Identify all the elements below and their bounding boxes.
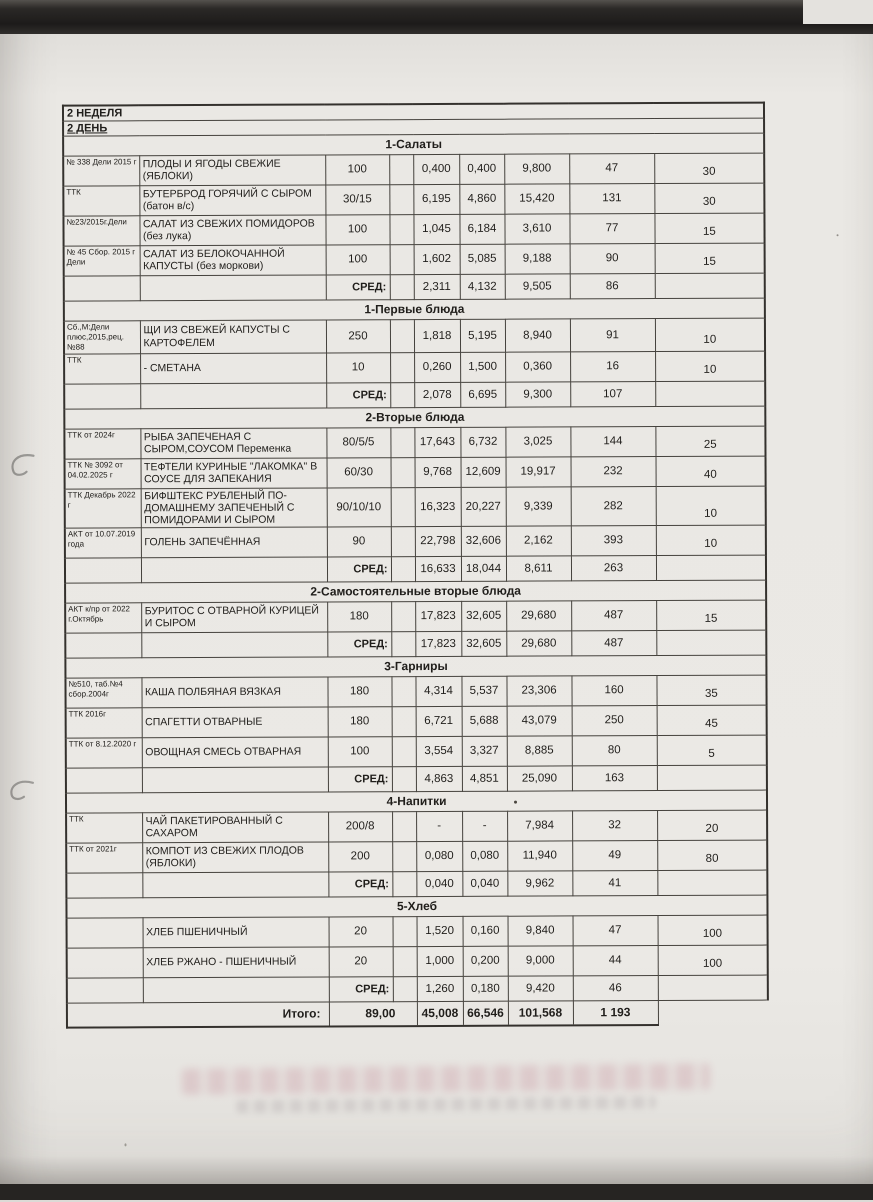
kcal-cell: 47 (573, 915, 658, 945)
fat-cell: 20,227 (461, 487, 506, 526)
avg-label-cell: СРЕД: (328, 766, 392, 791)
table-row (64, 351, 765, 384)
source-ref-cell: ТТК (66, 812, 142, 842)
table-row (65, 555, 766, 583)
empty-cell (392, 766, 416, 791)
empty-cell (390, 427, 414, 457)
table-row (65, 675, 766, 708)
menu-table (62, 102, 769, 1029)
yield-cell: 80 (657, 840, 767, 870)
table-row (65, 525, 766, 558)
empty-cell (655, 381, 765, 406)
avg-label-cell: СРЕД: (326, 382, 390, 407)
carbs-cell: 29,680 (506, 601, 571, 631)
empty-cell (389, 154, 413, 184)
fat-cell: 12,609 (461, 457, 506, 487)
carbs-cell: 9,840 (508, 916, 573, 946)
source-ref-cell: ТТК от 8.12.2020 г (66, 737, 142, 767)
portion-cell: 100 (326, 244, 390, 274)
carbs-cell: 43,079 (507, 706, 572, 736)
protein-cell: 17,823 (415, 601, 461, 631)
fat-cell: 1,500 (460, 352, 505, 382)
empty-cell (392, 706, 416, 736)
yield-cell: 15 (654, 213, 764, 243)
avg-carbs-cell: 29,680 (506, 631, 571, 656)
avg-label-cell: СРЕД: (329, 976, 393, 1001)
empty-cell (390, 274, 414, 299)
table-row (66, 735, 767, 768)
carbs-cell: 9,339 (506, 486, 571, 525)
empty-cell (393, 916, 417, 946)
kcal-cell: 49 (572, 840, 657, 870)
empty-cell (391, 676, 415, 706)
carbs-cell: 9,188 (505, 243, 570, 273)
table-row (63, 183, 764, 216)
protein-cell: 4,314 (415, 676, 461, 706)
source-ref-cell: № 45 Сбор. 2015 г Дели (64, 245, 140, 275)
empty-cell (392, 871, 416, 896)
table-row (63, 213, 764, 246)
empty-cell (658, 1000, 768, 1025)
protein-cell: 22,798 (415, 526, 461, 556)
fat-cell: 5,688 (462, 706, 507, 736)
table-row (65, 630, 766, 658)
total-carbs-cell: 101,568 (508, 1001, 573, 1026)
source-ref-cell: АКТ от 10.07.2019 года (65, 527, 141, 557)
empty-cell (657, 765, 767, 790)
empty-cell (67, 977, 143, 1002)
protein-cell: 0,080 (416, 841, 462, 871)
kcal-cell: 16 (570, 351, 655, 381)
source-ref-cell: ТТК Декабрь 2022 г (65, 488, 141, 528)
empty-cell (657, 870, 767, 895)
empty-cell (64, 275, 140, 300)
source-ref-cell: ТТК № 3092 от 04.02.2025 г (65, 458, 141, 488)
portion-cell: 30/15 (325, 184, 389, 214)
source-ref-cell: № 338 Дели 2015 г (63, 155, 139, 185)
table-row (64, 381, 765, 409)
carbs-cell: 8,940 (505, 318, 570, 351)
empty-cell (390, 244, 414, 274)
portion-cell: 250 (326, 319, 390, 352)
fat-cell: 0,080 (462, 841, 507, 871)
empty-cell (658, 975, 768, 1000)
fat-cell: 6,184 (459, 214, 504, 244)
kcal-cell: 393 (571, 525, 656, 555)
empty-cell (655, 273, 765, 298)
dish-name-cell: КОМПОТ ИЗ СВЕЖИХ ПЛОДОВ (ЯБЛОКИ) (142, 842, 328, 873)
empty-cell (143, 977, 329, 1003)
avg-protein-cell: 16,633 (415, 556, 461, 581)
protein-cell: 1,818 (414, 319, 460, 352)
avg-kcal-cell: 46 (573, 975, 658, 1000)
empty-cell (141, 632, 327, 658)
yield-cell: 20 (657, 810, 767, 840)
yield-cell: 30 (654, 183, 764, 213)
section-title: 1-Салаты (63, 133, 764, 156)
total-protein-cell: 45,008 (417, 1001, 463, 1026)
fat-cell: 5,085 (460, 244, 505, 274)
empty-cell (392, 841, 416, 871)
protein-cell: 6,721 (416, 706, 462, 736)
protein-cell: 9,768 (415, 457, 461, 487)
source-ref-cell: ТТК (64, 353, 140, 383)
portion-cell: 100 (325, 154, 389, 184)
pen-mark-icon (7, 452, 37, 478)
table-row (66, 840, 767, 873)
table-row (66, 705, 767, 738)
protein-cell: - (416, 811, 462, 841)
fat-cell: 4,860 (459, 184, 504, 214)
empty-cell (389, 184, 413, 214)
kcal-cell: 487 (571, 600, 656, 630)
dish-name-cell: ПЛОДЫ И ЯГОДЫ СВЕЖИЕ (ЯБЛОКИ) (139, 154, 325, 185)
fat-cell: 32,605 (461, 601, 506, 631)
protein-cell: 0,400 (413, 154, 459, 184)
avg-label-cell: СРЕД: (327, 556, 391, 581)
section-title: 2-Вторые блюда (64, 406, 765, 429)
avg-protein-cell: 4,863 (416, 766, 462, 791)
portion-cell: 60/30 (327, 457, 391, 487)
source-ref-cell: ТТК от 2021г (66, 842, 142, 872)
fat-cell: 0,200 (463, 946, 508, 976)
avg-carbs-cell: 9,962 (507, 871, 572, 896)
kcal-cell: 32 (572, 810, 657, 840)
avg-fat-cell: 18,044 (461, 556, 506, 581)
section-title: 4-Напитки (66, 790, 767, 813)
empty-cell (391, 457, 415, 487)
table-row (67, 915, 768, 948)
empty-cell (66, 767, 142, 792)
section-title: 1-Первые блюда (64, 298, 765, 321)
total-kcal-cell: 1 193 (573, 1000, 658, 1025)
section-title: 3-Гарниры (65, 655, 766, 678)
total-label-cell: Итого: (67, 1002, 329, 1028)
dish-name-cell: ТЕФТЕЛИ КУРИНЫЕ "ЛАКОМКА" В СОУСЕ ДЛЯ ЗАПЕКАНИЯ (141, 457, 327, 488)
fat-cell: 0,400 (459, 154, 504, 184)
table-row (67, 945, 768, 978)
carbs-cell: 3,610 (504, 213, 569, 243)
avg-carbs-cell: 25,090 (507, 766, 572, 791)
protein-cell: 1,602 (414, 244, 460, 274)
avg-fat-cell: 4,851 (462, 766, 507, 791)
yield-cell: 30 (654, 153, 764, 183)
scanner-edge-top (0, 0, 873, 34)
avg-protein-cell: 1,260 (417, 976, 463, 1001)
dish-name-cell: СПАГЕТТИ ОТВАРНЫЕ (142, 707, 328, 738)
table-row (64, 426, 765, 459)
kcal-cell: 77 (569, 213, 654, 243)
empty-cell (64, 383, 140, 408)
scan-speck (124, 1143, 126, 1146)
protein-cell: 17,643 (414, 427, 460, 457)
empty-cell (66, 872, 142, 897)
dish-name-cell: САЛАТ ИЗ СВЕЖИХ ПОМИДОРОВ (без лука) (139, 214, 325, 245)
fat-cell: 6,732 (460, 427, 505, 457)
table-row (67, 975, 768, 1003)
dish-name-cell: ГОЛЕНЬ ЗАПЕЧЁННАЯ (141, 527, 327, 558)
avg-fat-cell: 0,180 (463, 976, 508, 1001)
kcal-cell: 282 (571, 486, 656, 526)
protein-cell: 16,323 (415, 487, 461, 526)
kcal-cell: 91 (570, 318, 655, 351)
fat-cell: 32,606 (461, 526, 506, 556)
dish-name-cell: ХЛЕБ РЖАНО - ПШЕНИЧНЫЙ (143, 947, 329, 978)
carbs-cell: 9,000 (508, 946, 573, 976)
kcal-cell: 80 (572, 735, 657, 765)
table-row (64, 273, 765, 301)
fat-cell: 3,327 (462, 736, 507, 766)
empty-cell (393, 946, 417, 976)
kcal-cell: 44 (573, 945, 658, 975)
portion-cell: 180 (327, 601, 391, 631)
yield-cell: 10 (655, 351, 765, 381)
empty-cell (142, 767, 328, 793)
scanner-corner-notch (803, 0, 873, 24)
day-label: 2 ДЕНЬ (63, 118, 764, 136)
portion-cell: 100 (328, 736, 392, 766)
portion-cell: 180 (328, 706, 392, 736)
table-row (66, 870, 767, 898)
empty-cell (391, 487, 415, 526)
week-label: 2 НЕДЕЛЯ (63, 103, 764, 121)
yield-cell: 35 (656, 675, 766, 705)
avg-carbs-cell: 9,420 (508, 976, 573, 1001)
protein-cell: 1,520 (417, 916, 463, 946)
scan-speck (514, 801, 517, 804)
protein-cell: 1,045 (413, 214, 459, 244)
empty-cell (391, 556, 415, 581)
carbs-cell: 19,917 (506, 456, 571, 486)
empty-cell (65, 632, 141, 657)
fat-cell: 5,537 (461, 676, 506, 706)
source-ref-cell: ТТК 2016г (66, 707, 142, 737)
kcal-cell: 47 (569, 153, 654, 183)
table-row (64, 243, 765, 276)
empty-cell (141, 557, 327, 583)
empty-cell (65, 557, 141, 582)
avg-protein-cell: 2,078 (414, 382, 460, 407)
yield-cell: 10 (656, 486, 766, 526)
yield-cell: 15 (655, 243, 765, 273)
table-row (65, 486, 766, 528)
avg-fat-cell: 6,695 (460, 382, 505, 407)
carbs-cell: 7,984 (507, 811, 572, 841)
portion-cell: 80/5/5 (326, 427, 390, 457)
source-ref-cell (67, 917, 143, 947)
dish-name-cell: КАША ПОЛБЯНАЯ ВЯЗКАЯ (141, 677, 327, 708)
portion-cell: 200/8 (328, 811, 392, 841)
total-fat-cell: 66,546 (463, 1001, 508, 1026)
avg-fat-cell: 0,040 (462, 871, 507, 896)
kcal-cell: 144 (570, 426, 655, 456)
empty-cell (140, 274, 326, 300)
empty-cell (393, 976, 417, 1001)
scanner-edge-bottom (0, 1184, 873, 1200)
empty-cell (392, 811, 416, 841)
dish-name-cell: ОВОЩНАЯ СМЕСЬ ОТВАРНАЯ (142, 737, 328, 768)
dish-name-cell: БУТЕРБРОД ГОРЯЧИЙ С СЫРОМ (батон в/с) (139, 184, 325, 215)
avg-kcal-cell: 107 (570, 381, 655, 406)
yield-cell: 100 (658, 945, 768, 975)
empty-cell (390, 319, 414, 352)
avg-fat-cell: 4,132 (460, 274, 505, 299)
empty-cell (140, 382, 326, 408)
yield-cell: 100 (658, 915, 768, 945)
empty-cell (391, 601, 415, 631)
source-ref-cell: №510, таб.№4 сбор.2004г (65, 677, 141, 707)
pen-mark-icon (6, 778, 36, 802)
kcal-cell: 90 (570, 243, 655, 273)
empty-cell (656, 630, 766, 655)
table-row (66, 765, 767, 793)
carbs-cell: 3,025 (505, 426, 570, 456)
scanner-edge-bottom-fade (0, 1156, 873, 1184)
carbs-cell: 0,360 (505, 351, 570, 381)
protein-cell: 0,260 (414, 352, 460, 382)
avg-label-cell: СРЕД: (327, 631, 391, 656)
dish-name-cell: РЫБА ЗАПЕЧЕНАЯ С СЫРОМ,СОУСОМ Переменка (140, 427, 326, 458)
kcal-cell: 131 (569, 183, 654, 213)
portion-cell: 90/10/10 (327, 487, 391, 526)
avg-kcal-cell: 86 (570, 273, 655, 298)
carbs-cell: 23,306 (506, 676, 571, 706)
carbs-cell: 2,162 (506, 526, 571, 556)
dish-name-cell: БИФШТЕКС РУБЛЕНЫЙ ПО-ДОМАШНЕМУ ЗАПЕЧЕНЫЙ С ПОМИДОРАМИ И СЫРОМ (141, 487, 327, 527)
fat-cell: - (462, 811, 507, 841)
menu-table-body (63, 103, 768, 1028)
yield-cell: 10 (655, 318, 765, 351)
carbs-cell: 8,885 (507, 736, 572, 766)
dish-name-cell: ХЛЕБ ПШЕНИЧНЫЙ (143, 917, 329, 948)
avg-kcal-cell: 263 (571, 555, 656, 580)
carbs-cell: 11,940 (507, 841, 572, 871)
dish-name-cell: ЧАЙ ПАКЕТИРОВАННЫЙ С САХАРОМ (142, 812, 328, 843)
yield-cell: 25 (655, 426, 765, 456)
avg-protein-cell: 2,311 (414, 274, 460, 299)
avg-carbs-cell: 8,611 (506, 556, 571, 581)
protein-cell: 3,554 (416, 736, 462, 766)
total-weight-cell: 89,00 (329, 1001, 417, 1026)
portion-cell: 10 (326, 352, 390, 382)
portion-cell: 200 (328, 841, 392, 871)
dish-name-cell: БУРИТОС С ОТВАРНОЙ КУРИЦЕЙ И СЫРОМ (141, 602, 327, 633)
source-ref-cell (67, 947, 143, 977)
avg-carbs-cell: 9,300 (505, 381, 570, 406)
kcal-cell: 160 (571, 675, 656, 705)
dish-name-cell: ЩИ ИЗ СВЕЖЕЙ КАПУСТЫ С КАРТОФЕЛЕМ (140, 319, 326, 353)
dish-name-cell: - СМЕТАНА (140, 352, 326, 383)
fat-cell: 5,195 (460, 319, 505, 352)
empty-cell (392, 736, 416, 766)
table-row (65, 600, 766, 633)
empty-cell (391, 526, 415, 556)
portion-cell: 90 (327, 526, 391, 556)
empty-cell (390, 352, 414, 382)
source-ref-cell: АКТ к/пр от 2022 г.Октябрь (65, 602, 141, 632)
yield-cell: 5 (657, 735, 767, 765)
yield-cell: 15 (656, 600, 766, 630)
dish-name-cell: САЛАТ ИЗ БЕЛОКОЧАННОЙ КАПУСТЫ (без моркови) (140, 244, 326, 275)
kcal-cell: 250 (572, 705, 657, 735)
portion-cell: 180 (327, 676, 391, 706)
empty-cell (391, 631, 415, 656)
avg-kcal-cell: 41 (572, 870, 657, 895)
empty-cell (656, 555, 766, 580)
section-title: 5-Хлеб (66, 895, 767, 918)
table-row (67, 1000, 768, 1028)
table-row (63, 153, 764, 186)
carbs-cell: 15,420 (504, 183, 569, 213)
yield-cell: 40 (656, 456, 766, 486)
empty-cell (389, 214, 413, 244)
avg-protein-cell: 17,823 (415, 631, 461, 656)
avg-protein-cell: 0,040 (416, 871, 462, 896)
carbs-cell: 9,800 (504, 153, 569, 183)
portion-cell: 20 (329, 946, 393, 976)
avg-fat-cell: 32,605 (461, 631, 506, 656)
empty-cell (390, 382, 414, 407)
yield-cell: 45 (657, 705, 767, 735)
empty-cell (142, 872, 328, 898)
avg-kcal-cell: 163 (572, 765, 657, 790)
kcal-cell: 232 (571, 456, 656, 486)
scan-speck (837, 234, 839, 236)
source-ref-cell: Сб.,М:Дели плюс,2015,рец.№88 (64, 320, 140, 353)
source-ref-cell: ТТК (63, 185, 139, 215)
portion-cell: 20 (329, 916, 393, 946)
yield-cell: 10 (656, 525, 766, 555)
table-row (64, 318, 765, 354)
avg-kcal-cell: 487 (571, 630, 656, 655)
fat-cell: 0,160 (463, 916, 508, 946)
source-ref-cell: №23/2015г.Дели (63, 215, 139, 245)
avg-label-cell: СРЕД: (326, 274, 390, 299)
source-ref-cell: ТТК от 2024г (64, 428, 140, 458)
protein-cell: 6,195 (413, 184, 459, 214)
table-row (65, 456, 766, 489)
protein-cell: 1,000 (417, 946, 463, 976)
avg-carbs-cell: 9,505 (505, 273, 570, 298)
avg-label-cell: СРЕД: (328, 871, 392, 896)
portion-cell: 100 (325, 214, 389, 244)
section-title: 2-Самостоятельные вторые блюда (65, 580, 766, 603)
table-row (66, 810, 767, 843)
